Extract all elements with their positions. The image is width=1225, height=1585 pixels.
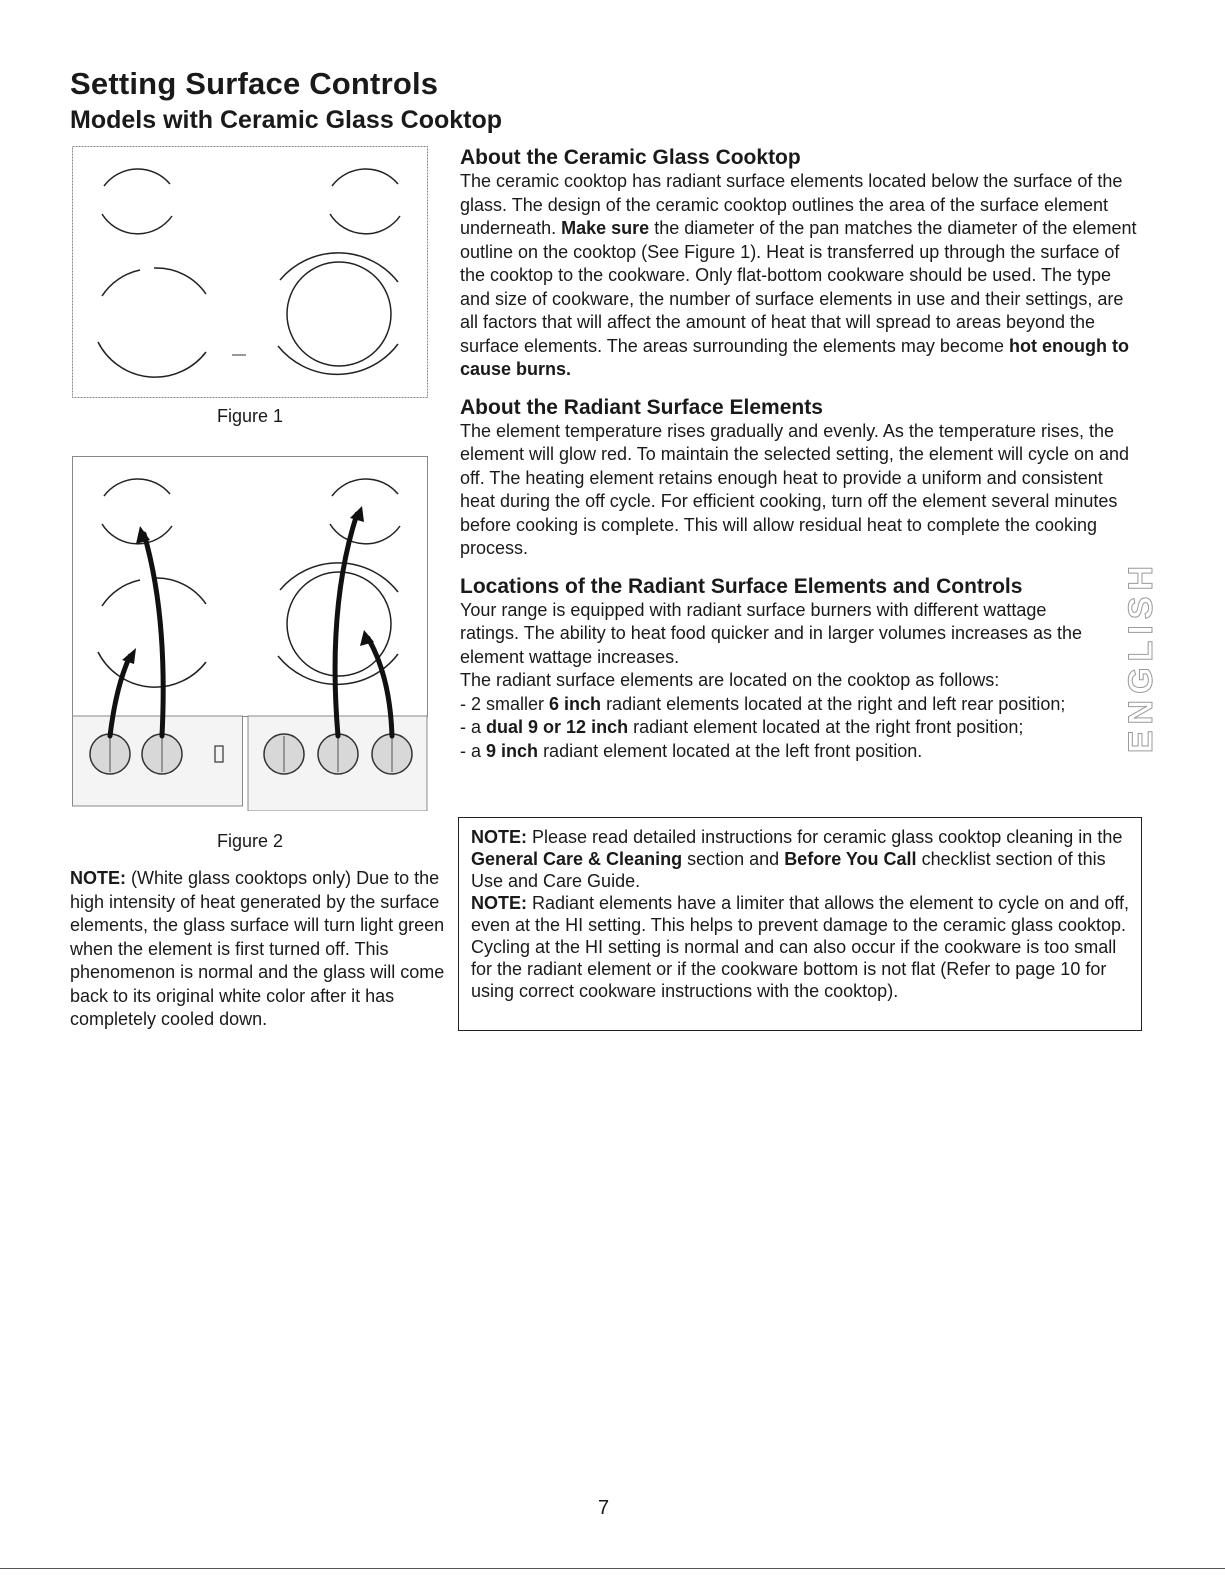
note-1-b1: General Care & Cleaning [471, 849, 683, 869]
page-title: Setting Surface Controls [70, 66, 439, 101]
language-side-tab: ENGLISH [1122, 560, 1160, 754]
about-ceramic-t2: the diameter of the pan matches the diameter of the element outline on the cooktop (See Figure 1). Heat is transferred up through the surface of the cooktop to the cookware. Only flat-bottom cookware should be used. The type and size of cookware, the number of surface elements in use and their settings, are all factors that will affect the amount of heat that will spread to areas beyond the surface elements. The areas surrounding the elements may become [460, 218, 1137, 356]
note-1-t2: section and [687, 849, 780, 869]
note-1-b2: Before You Call [784, 849, 917, 869]
cooktop-controls-icon [72, 456, 428, 811]
note-1-t1: Please read detailed instructions for ceramic glass cooktop cleaning in the [532, 827, 1123, 847]
about-radiant-text: The element temperature rises gradually and evenly. As the temperature rises, the element will glow red. To maintain the selected setting, the element will cycle on and off. The heating element retains enough heat to provide a uniform and consistent heat during the off cycle. For efficient cooking, turn off the element several minutes before cooking is complete. This will allow residual heat to complete the cooking process. [460, 420, 1130, 558]
left-note-label: NOTE: [70, 868, 126, 888]
about-ceramic-text [460, 170, 1140, 382]
figure-2-caption: Figure 2 [216, 831, 284, 851]
locations-heading: Locations of the Radiant Surface Elements and Controls [460, 574, 1023, 598]
about-ceramic-b1: Make sure [561, 218, 650, 238]
page-number: 7 [598, 1497, 610, 1519]
note-box-note-1 [471, 826, 1131, 892]
locations-p1: Your range is equipped with radiant surface burners with different wattage ratings. The ability to heat food quicker and in larger volumes increases as the element wattage increases. [460, 599, 1083, 667]
note-1-t3: checklist section of this Use and Care Guide. [471, 849, 1106, 891]
bottom-rule [0, 1568, 1225, 1569]
figure-1-caption: Figure 1 [216, 406, 284, 426]
note-2-label: NOTE: [471, 893, 527, 913]
left-note [70, 867, 448, 1032]
about-ceramic-b2: hot enough to cause burns. [460, 335, 1129, 379]
locations-p2: The radiant surface elements are located on the cooktop as follows: [460, 670, 1000, 690]
note-box-note-2 [471, 892, 1131, 1002]
page-subtitle: Models with Ceramic Glass Cooktop [70, 106, 503, 134]
note-box [458, 817, 1142, 1031]
note-2-text: Radiant elements have a limiter that allows the element to cycle on and off, even at the HI setting. This helps to prevent damage to the ceramic glass cooktop. Cycling at the HI setting is normal and can also occur if the cookware is too small for the radiant element or if the cookware bottom is not flat (Refer to page 10 for using correct cookware instructions with the cooktop). [471, 893, 1130, 1001]
figure-2-cooktop-controls-diagram [72, 456, 428, 811]
about-radiant-heading: About the Radiant Surface Elements [460, 395, 823, 419]
note-1-label: NOTE: [471, 827, 527, 847]
locations-list [460, 693, 1140, 764]
figure-1-cooktop-diagram [72, 146, 428, 398]
about-ceramic-t1: The ceramic cooktop has radiant surface elements located below the surface of the glass. The design of the ceramic cooktop outlines the area of the surface element underneath. [460, 171, 1123, 238]
list-item: - a dual 9 or 12 inch radiant element located at the right front position; [460, 717, 1024, 737]
list-item: - 2 smaller 6 inch radiant elements located at the right and left rear position; [460, 693, 1066, 714]
left-note-text: (White glass cooktops only) Due to the high intensity of heat generated by the surface elements, the glass surface will turn light green when the element is first turned off. This phenomenon is normal and the glass will come back to its original white color after it has completely cooled down. [70, 868, 445, 1029]
list-item: - a 9 inch radiant element located at the left front position. [460, 740, 923, 761]
about-ceramic-heading: About the Ceramic Glass Cooktop [460, 146, 801, 169]
right-column [460, 146, 1140, 763]
cooktop-outline-icon [72, 146, 428, 398]
